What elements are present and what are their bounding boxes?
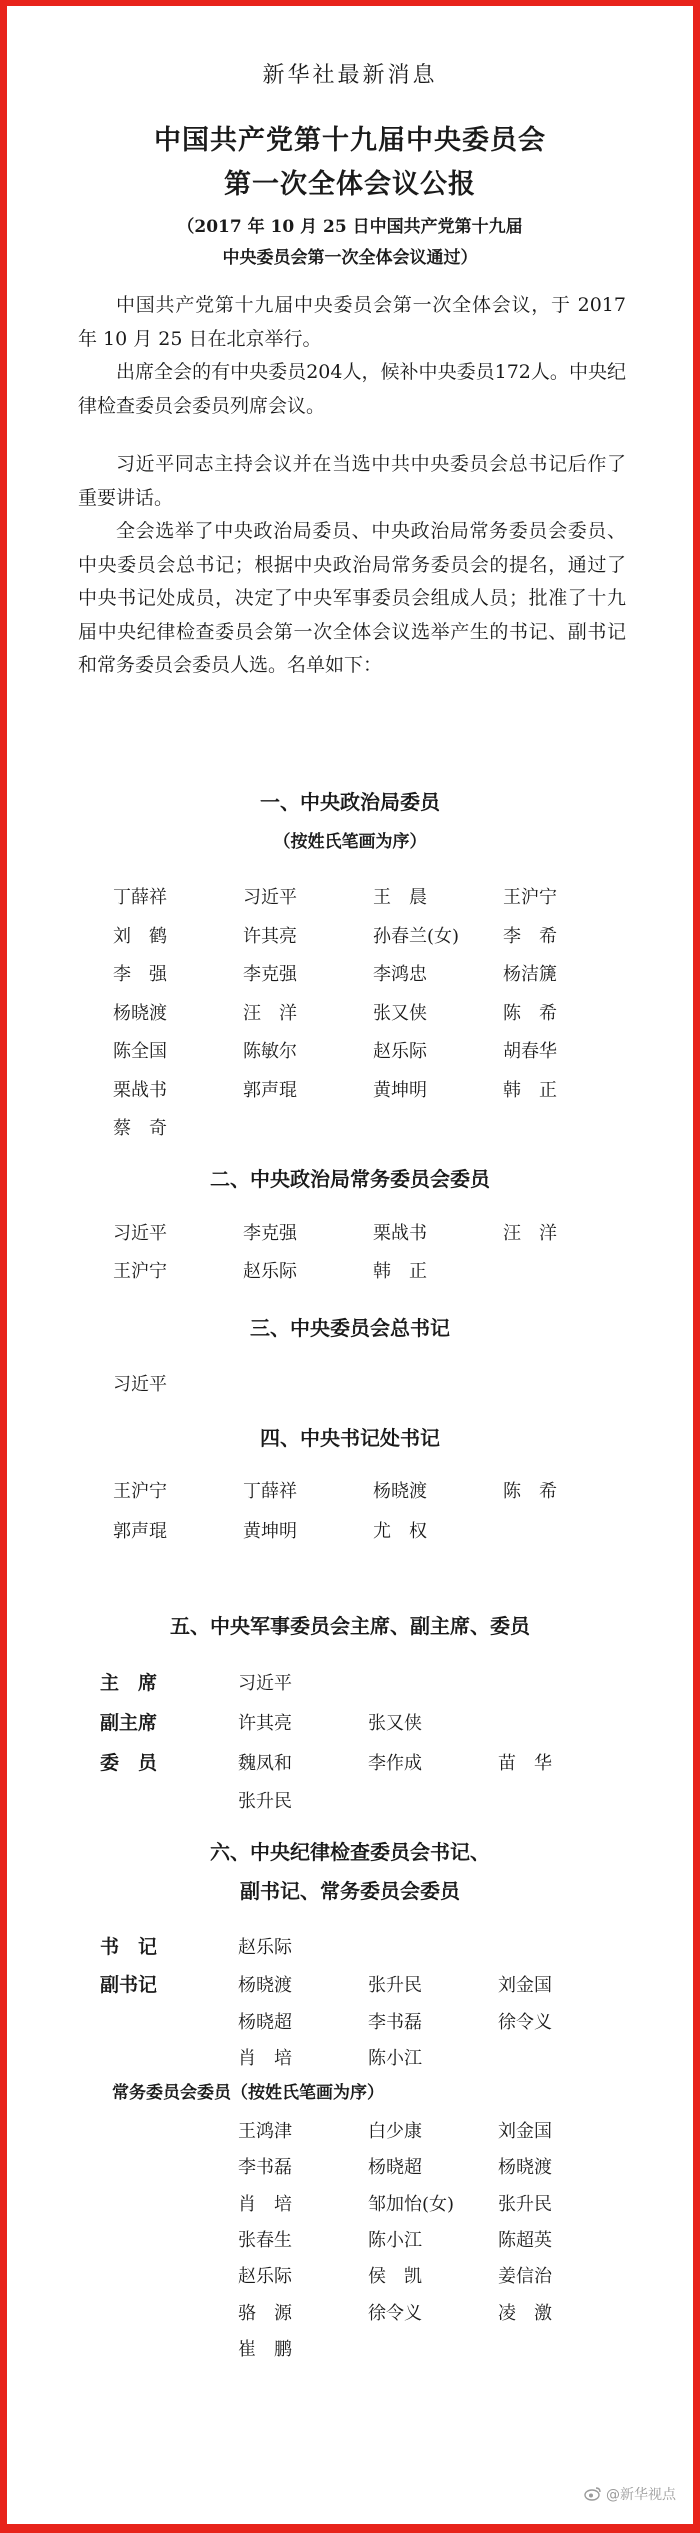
- person-name: 杨晓渡: [373, 1481, 427, 1502]
- weibo-icon: [584, 2486, 602, 2505]
- person-name: 张升民: [498, 2193, 552, 2215]
- person-name: 黄坤明: [373, 1079, 427, 1101]
- person-name: 凌 激: [498, 2302, 552, 2324]
- person-name: 陈敏尔: [243, 1041, 297, 1062]
- person-name: 李书磊: [238, 2157, 292, 2179]
- paragraph-elections: 全会选举了中央政治局委员、中央政治局常务委员会委员、中央委员会总书记；根据中央政治局常务委员会的提名，通过了中央书记处成员，决定了中央军事委员会组成人员；批准了十九届中央纪律检查委员会第一次全体会议选举产生的书记、副书记和常务委员会委员人选。名单如下：: [78, 520, 626, 676]
- section-title-standing-committee: 二、中央政治局常务委员会委员: [210, 1167, 490, 1191]
- person-name: 姜信治: [498, 2266, 552, 2288]
- person-name: 李克强: [243, 964, 297, 985]
- section-title-discipline-commission-line1: 六、中央纪律检查委员会书记、: [210, 1840, 490, 1864]
- person-name: 杨晓渡: [498, 2157, 552, 2179]
- label-chairman: 主 席: [100, 1672, 158, 1694]
- person-name: 王沪宁: [503, 887, 557, 908]
- person-name: 杨洁篪: [503, 964, 557, 985]
- person-name: 刘金国: [498, 1975, 552, 1996]
- person-name: 黄坤明: [243, 1521, 297, 1542]
- person-name: 丁薛祥: [113, 887, 167, 908]
- person-name: 徐令义: [368, 2302, 422, 2324]
- paragraph-attendance: 出席全会的有中央委员204人，候补中央委员172人。中央纪律检查委员会委员列席会议。: [78, 361, 626, 417]
- person-name: 李作成: [368, 1753, 422, 1774]
- person-name: 李 强: [113, 964, 167, 985]
- person-name: 徐令义: [498, 2011, 552, 2033]
- person-name: 李 希: [503, 925, 557, 947]
- person-name: 李克强: [243, 1223, 297, 1244]
- label-vice-chairman: 副主席: [100, 1712, 158, 1734]
- person-name: 崔 鹏: [238, 2338, 292, 2360]
- person-name: 杨晓渡: [238, 1975, 292, 1996]
- person-name: 丁薛祥: [243, 1481, 297, 1502]
- person-name: 陈全国: [113, 1041, 167, 1062]
- person-name: 刘 鹤: [113, 925, 167, 947]
- person-name: 赵乐际: [243, 1261, 297, 1282]
- section-title-politburo: 一、中央政治局委员: [260, 790, 440, 814]
- person-name: 魏凤和: [238, 1753, 292, 1774]
- person-name: 苗 华: [498, 1753, 552, 1774]
- person-name: 张升民: [368, 1975, 422, 1996]
- bulletin-subtitle-line2: 中央委员会第一次全体会议通过）: [222, 248, 478, 268]
- person-name: 郭声琨: [113, 1521, 167, 1542]
- person-name: 王 晨: [373, 887, 427, 908]
- weibo-watermark: [584, 2484, 676, 2505]
- person-name: 杨晓渡: [113, 1002, 167, 1024]
- person-name: 韩 正: [373, 1261, 427, 1282]
- person-name: 许其亮: [238, 1713, 292, 1734]
- label-deputy-secretary: 副书记: [100, 1974, 158, 1996]
- person-name: 赵乐际: [238, 1937, 292, 1958]
- person-name: 赵乐际: [238, 2266, 292, 2288]
- person-name: 陈 希: [503, 1481, 557, 1502]
- person-name: 习近平: [113, 1223, 167, 1244]
- person-name: 赵乐际: [373, 1041, 427, 1062]
- label-secretary: 书 记: [100, 1936, 158, 1958]
- person-name: 侯 凯: [368, 2266, 422, 2288]
- person-name: 李书磊: [368, 2011, 422, 2033]
- label-member: 委 员: [100, 1752, 158, 1774]
- person-name: 汪 洋: [243, 1002, 297, 1024]
- person-name: 陈超英: [498, 2229, 552, 2251]
- person-name: 王沪宁: [113, 1261, 167, 1282]
- bulletin-title-line2: 第一次全体会议公报: [224, 169, 476, 200]
- person-name: 韩 正: [503, 1079, 557, 1101]
- paragraph-opening: 中国共产党第十九届中央委员会第一次全体会议，于 2017 年 10 月 25 日在北京举行。: [78, 294, 626, 350]
- person-name: 陈 希: [503, 1002, 557, 1024]
- agency-line: 新华社最新消息: [262, 63, 438, 88]
- person-name: 栗战书: [373, 1223, 427, 1244]
- bulletin-title-line1: 中国共产党第十九届中央委员会: [154, 125, 546, 156]
- person-name: 胡春华: [503, 1041, 557, 1062]
- person-name: 杨晓超: [238, 2011, 292, 2033]
- section-title-secretariat: 四、中央书记处书记: [260, 1426, 440, 1450]
- person-name: 蔡 奇: [113, 1118, 167, 1139]
- section-title-general-secretary: 三、中央委员会总书记: [250, 1316, 450, 1340]
- person-name: 刘金国: [498, 2121, 552, 2142]
- person-name: 汪 洋: [503, 1223, 557, 1244]
- person-name: 骆 源: [238, 2302, 292, 2324]
- person-name: 习近平: [113, 1374, 167, 1395]
- person-name: 邹加怡(女): [368, 2193, 455, 2215]
- watermark-text: @新华视点: [606, 2487, 676, 2503]
- person-name: 尤 权: [373, 1521, 427, 1542]
- person-name: 许其亮: [243, 925, 297, 947]
- person-name: 陈小江: [368, 2229, 422, 2251]
- person-name: 李鸿忠: [373, 964, 427, 985]
- person-name: 王沪宁: [113, 1481, 167, 1502]
- person-name: 习近平: [238, 1673, 292, 1694]
- section-title-military-commission: 五、中央军事委员会主席、副主席、委员: [170, 1614, 530, 1638]
- person-name: 张升民: [238, 1791, 292, 1812]
- person-name: 郭声琨: [243, 1079, 297, 1101]
- person-name: 张又侠: [373, 1002, 427, 1024]
- person-name: 张春生: [238, 2229, 292, 2251]
- person-name: 杨晓超: [368, 2157, 422, 2179]
- label-standing-committee: 常务委员会委员（按姓氏笔画为序）: [112, 2083, 384, 2103]
- person-name: 栗战书: [113, 1079, 167, 1101]
- person-name: 王鸿津: [238, 2121, 292, 2142]
- person-name: 肖 培: [238, 2048, 292, 2069]
- person-name: 白少康: [368, 2121, 422, 2142]
- person-name: 习近平: [243, 887, 297, 908]
- person-name: 张又侠: [368, 1713, 422, 1734]
- section-title-discipline-commission-line2: 副书记、常务委员会委员: [240, 1879, 460, 1903]
- person-name: 肖 培: [238, 2193, 292, 2215]
- bulletin-subtitle-line1: （2017 年 10 月 25 日中国共产党第十九届: [177, 217, 523, 237]
- person-name: 孙春兰(女): [373, 925, 460, 947]
- section-note-stroke-order: （按姓氏笔画为序）: [273, 832, 427, 852]
- person-name: 陈小江: [368, 2048, 422, 2069]
- paragraph-speech: 习近平同志主持会议并在当选中共中央委员会总书记后作了重要讲话。: [78, 453, 626, 509]
